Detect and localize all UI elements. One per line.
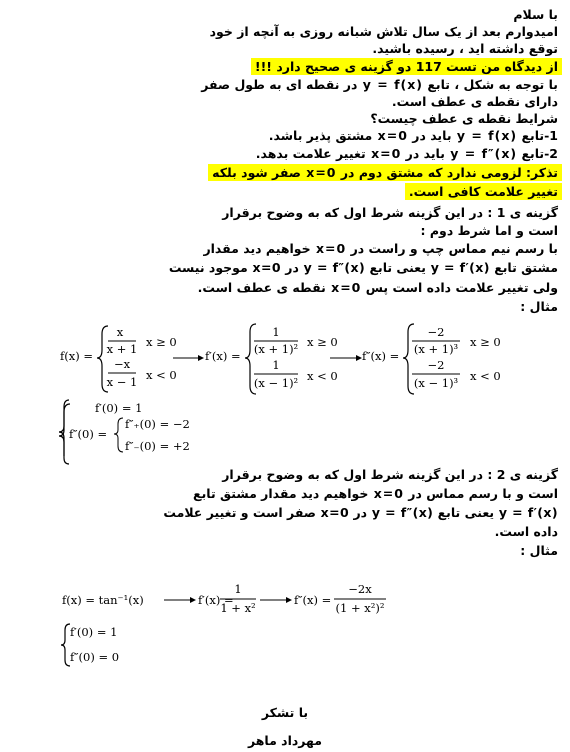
fp2-lhs: f′(x) =	[198, 593, 234, 607]
fpp-top-num: −2	[427, 325, 445, 339]
f-lhs: f(x) =	[60, 349, 94, 363]
fp-at-zero: f′(0) = 1	[95, 401, 143, 415]
fp-bot-num: 1	[272, 358, 280, 372]
condition-2: 2-تابع y = f″(x) باید در x=0 تغییر علامت بدهد.	[255, 146, 558, 161]
author-name: مهرداد ماهر	[247, 733, 323, 748]
text-line: توقع داشته اید ، رسیده باشید.	[372, 41, 558, 56]
fpp-bot-num: −2	[427, 358, 445, 372]
f-bot-num: −x	[113, 357, 131, 371]
fpp2-lhs: f″(x) =	[294, 593, 332, 607]
text-line: y = f′(x) یعنی تابع y = f″(x) در x=0 صفر است و تغییر علامت	[163, 505, 558, 520]
fpp-right-limit: f″₊(0) = −2	[125, 417, 190, 431]
example-label: مثال :	[520, 543, 558, 558]
highlighted-note: تذکر: لزومی ندارد که مشتق دوم در x=0 صفر شود بلکه	[208, 164, 562, 181]
arctan-function: f(x) = tan⁻¹(x)	[62, 593, 144, 607]
f-top-den: x + 1	[106, 342, 138, 356]
arctan-derivatives	[58, 582, 458, 622]
fp2-at-zero: f′(0) = 1	[70, 625, 118, 639]
highlighted-claim: از دیدگاه من تست 117 دو گزینه ی صحیح دارد !!!	[251, 58, 562, 75]
fpp-top-cond: x ≥ 0	[470, 335, 501, 349]
fpp-bot-den: (x − 1)³	[413, 376, 459, 390]
derivative-values-2	[58, 622, 208, 668]
option-1-line: گزینه ی 1 : در این گزینه شرط اول که به وضوح برقرار	[222, 205, 558, 220]
fpp-top-den: (x + 1)³	[413, 342, 459, 356]
fp-lhs: f′(x) =	[205, 349, 241, 363]
fp-top-den: (x + 1)²	[253, 342, 299, 356]
fp-top-cond: x ≥ 0	[307, 335, 338, 349]
fpp-bot-cond: x < 0	[470, 369, 501, 383]
fpp-lhs: f″(x) =	[362, 349, 400, 363]
highlighted-note-cont: تغییر علامت کافی است.	[405, 183, 562, 200]
fpp-at-zero-lhs: f″(0) =	[69, 427, 108, 441]
text-line: دارای نقطه ی عطف است.	[391, 94, 558, 109]
text-line: با رسم نیم مماس چپ و راست در x=0 خواهیم دید مقدار	[203, 241, 558, 256]
f-top-num: x	[116, 325, 124, 339]
example-label: مثال :	[520, 299, 558, 314]
fp-bot-den: (x − 1)²	[253, 376, 299, 390]
text-line: داده است.	[494, 524, 558, 539]
text-line: است و اما شرط دوم :	[420, 223, 558, 238]
text-line: ولی تغییر علامت داده است پس x=0 نقطه ی عطف است.	[197, 280, 558, 295]
option-2-line: گزینه ی 2 : در این گزینه شرط اول که به وضوح برقرار	[222, 467, 558, 482]
fp-bot-cond: x < 0	[307, 369, 338, 383]
condition-1: 1-تابع y = f(x) باید در x=0 مشتق پذیر باشد.	[268, 128, 558, 143]
text-line: با توجه به شکل ، تابع y = f(x) در نقطه ای به طول صفر	[201, 77, 558, 92]
greeting-line: با سلام	[513, 7, 558, 22]
text-line: است و با رسم مماس در x=0 خواهیم دید مقدار مشتق تابع	[193, 486, 558, 501]
f-bot-den: x − 1	[106, 375, 138, 389]
text-line: مشتق تابع y = f′(x) یعنی تابع y = f″(x) در x=0 موجود نیست	[168, 260, 558, 275]
f-bot-cond: x < 0	[146, 368, 177, 382]
text-line: شرایط نقطه ی عطف چیست؟	[370, 111, 558, 126]
fp2-den: 1 + x²	[220, 601, 256, 615]
fpp2-den: (1 + x²)²	[335, 601, 385, 615]
fpp2-num: −2x	[348, 582, 372, 596]
fpp-left-limit: f″₋(0) = +2	[125, 439, 190, 453]
brace-fpp	[403, 324, 414, 394]
text-line: امیدوارم بعد از یک سال تلاش شبانه روزی به آنچه از خود	[209, 24, 558, 39]
derivative-values-1	[55, 398, 255, 468]
fpp2-at-zero: f″(0) = 0	[70, 650, 120, 664]
thanks-line: با تشکر	[261, 705, 309, 720]
fp-top-num: 1	[272, 325, 280, 339]
fp2-num: 1	[234, 582, 242, 596]
f-top-cond: x ≥ 0	[146, 335, 177, 349]
